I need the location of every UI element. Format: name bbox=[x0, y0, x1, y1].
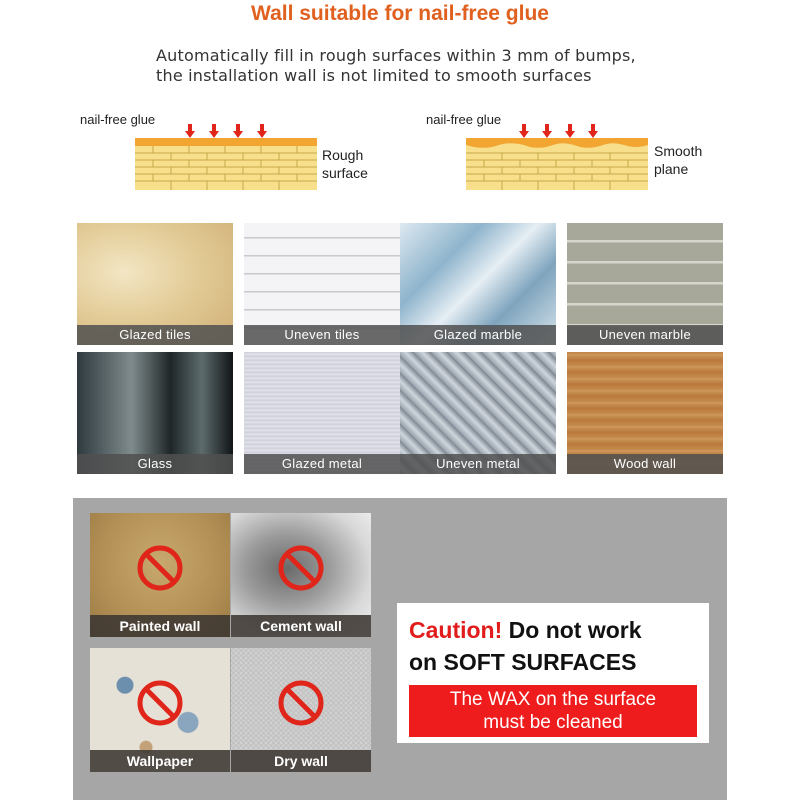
prohibited-icon bbox=[136, 679, 184, 727]
brick-wall-smooth bbox=[466, 138, 648, 190]
down-arrow-icon bbox=[209, 124, 219, 138]
caution-heading bbox=[409, 617, 642, 644]
surface-label: Painted wall bbox=[90, 615, 230, 637]
diagram-smooth-plane bbox=[426, 110, 726, 190]
surface-tile-uneven-marble bbox=[567, 223, 723, 345]
brick-wall-rough bbox=[135, 138, 317, 190]
surface-label: Uneven metal bbox=[400, 454, 556, 474]
down-arrow-icon bbox=[542, 124, 552, 138]
glue-label: nail-free glue bbox=[80, 112, 156, 127]
prohibited-icon bbox=[277, 544, 325, 592]
wax-warning-line-1: The WAX on the surface bbox=[449, 689, 657, 710]
wax-warning-line-2: must be cleaned bbox=[483, 712, 623, 733]
unsuitable-tile-wallpaper bbox=[90, 648, 230, 772]
unsuitable-tile-dry-wall bbox=[231, 648, 371, 772]
surface-tile-uneven-tiles bbox=[244, 223, 400, 345]
down-arrow-icon bbox=[565, 124, 575, 138]
surface-label: Glazed marble bbox=[400, 325, 556, 345]
caution-subheading: on SOFT SURFACES bbox=[409, 649, 637, 675]
down-arrow-icon bbox=[185, 124, 195, 138]
surface-tile-uneven-metal bbox=[400, 352, 556, 474]
surface-label: Smooth plane bbox=[654, 143, 703, 177]
diagram-rough-surface bbox=[80, 110, 380, 190]
subtitle-line-1: Automatically fill in rough surfaces within 3 mm of bumps, bbox=[156, 46, 636, 65]
page-title: Wall suitable for nail-free glue bbox=[251, 2, 549, 25]
down-arrow-icon bbox=[257, 124, 267, 138]
unsuitable-tile-painted-wall bbox=[90, 513, 230, 637]
unsuitable-tile-cement-wall bbox=[231, 513, 371, 637]
surface-label: Dry wall bbox=[231, 750, 371, 772]
surface-tile-glazed-marble bbox=[400, 223, 556, 345]
surface-label: Wood wall bbox=[567, 454, 723, 474]
surface-label: Glazed tiles bbox=[77, 325, 233, 345]
surface-label: Glass bbox=[77, 454, 233, 474]
surface-tile-glazed-metal bbox=[244, 352, 400, 474]
caution-heading-rest: Do not work bbox=[502, 617, 642, 643]
glue-label: nail-free glue bbox=[426, 112, 502, 127]
prohibited-icon bbox=[136, 544, 184, 592]
surface-tile-glass bbox=[77, 352, 233, 474]
down-arrow-icon bbox=[519, 124, 529, 138]
surface-tile-wood-wall bbox=[567, 352, 723, 474]
surface-label: Uneven marble bbox=[567, 325, 723, 345]
surface-label: Uneven tiles bbox=[244, 325, 400, 345]
caution-highlight: Caution! bbox=[409, 617, 503, 643]
surface-label: Wallpaper bbox=[90, 750, 230, 772]
caution-box bbox=[397, 603, 709, 743]
prohibited-icon bbox=[277, 679, 325, 727]
down-arrow-icon bbox=[588, 124, 598, 138]
surface-tile-glazed-tiles bbox=[77, 223, 233, 345]
down-arrow-icon bbox=[233, 124, 243, 138]
surface-label: Cement wall bbox=[231, 615, 371, 637]
surface-label: Rough surface bbox=[322, 147, 368, 181]
subtitle bbox=[156, 46, 636, 86]
wax-warning-banner bbox=[409, 685, 697, 737]
subtitle-line-2: the installation wall is not limited to smooth surfaces bbox=[156, 66, 592, 85]
surface-label: Glazed metal bbox=[244, 454, 400, 474]
